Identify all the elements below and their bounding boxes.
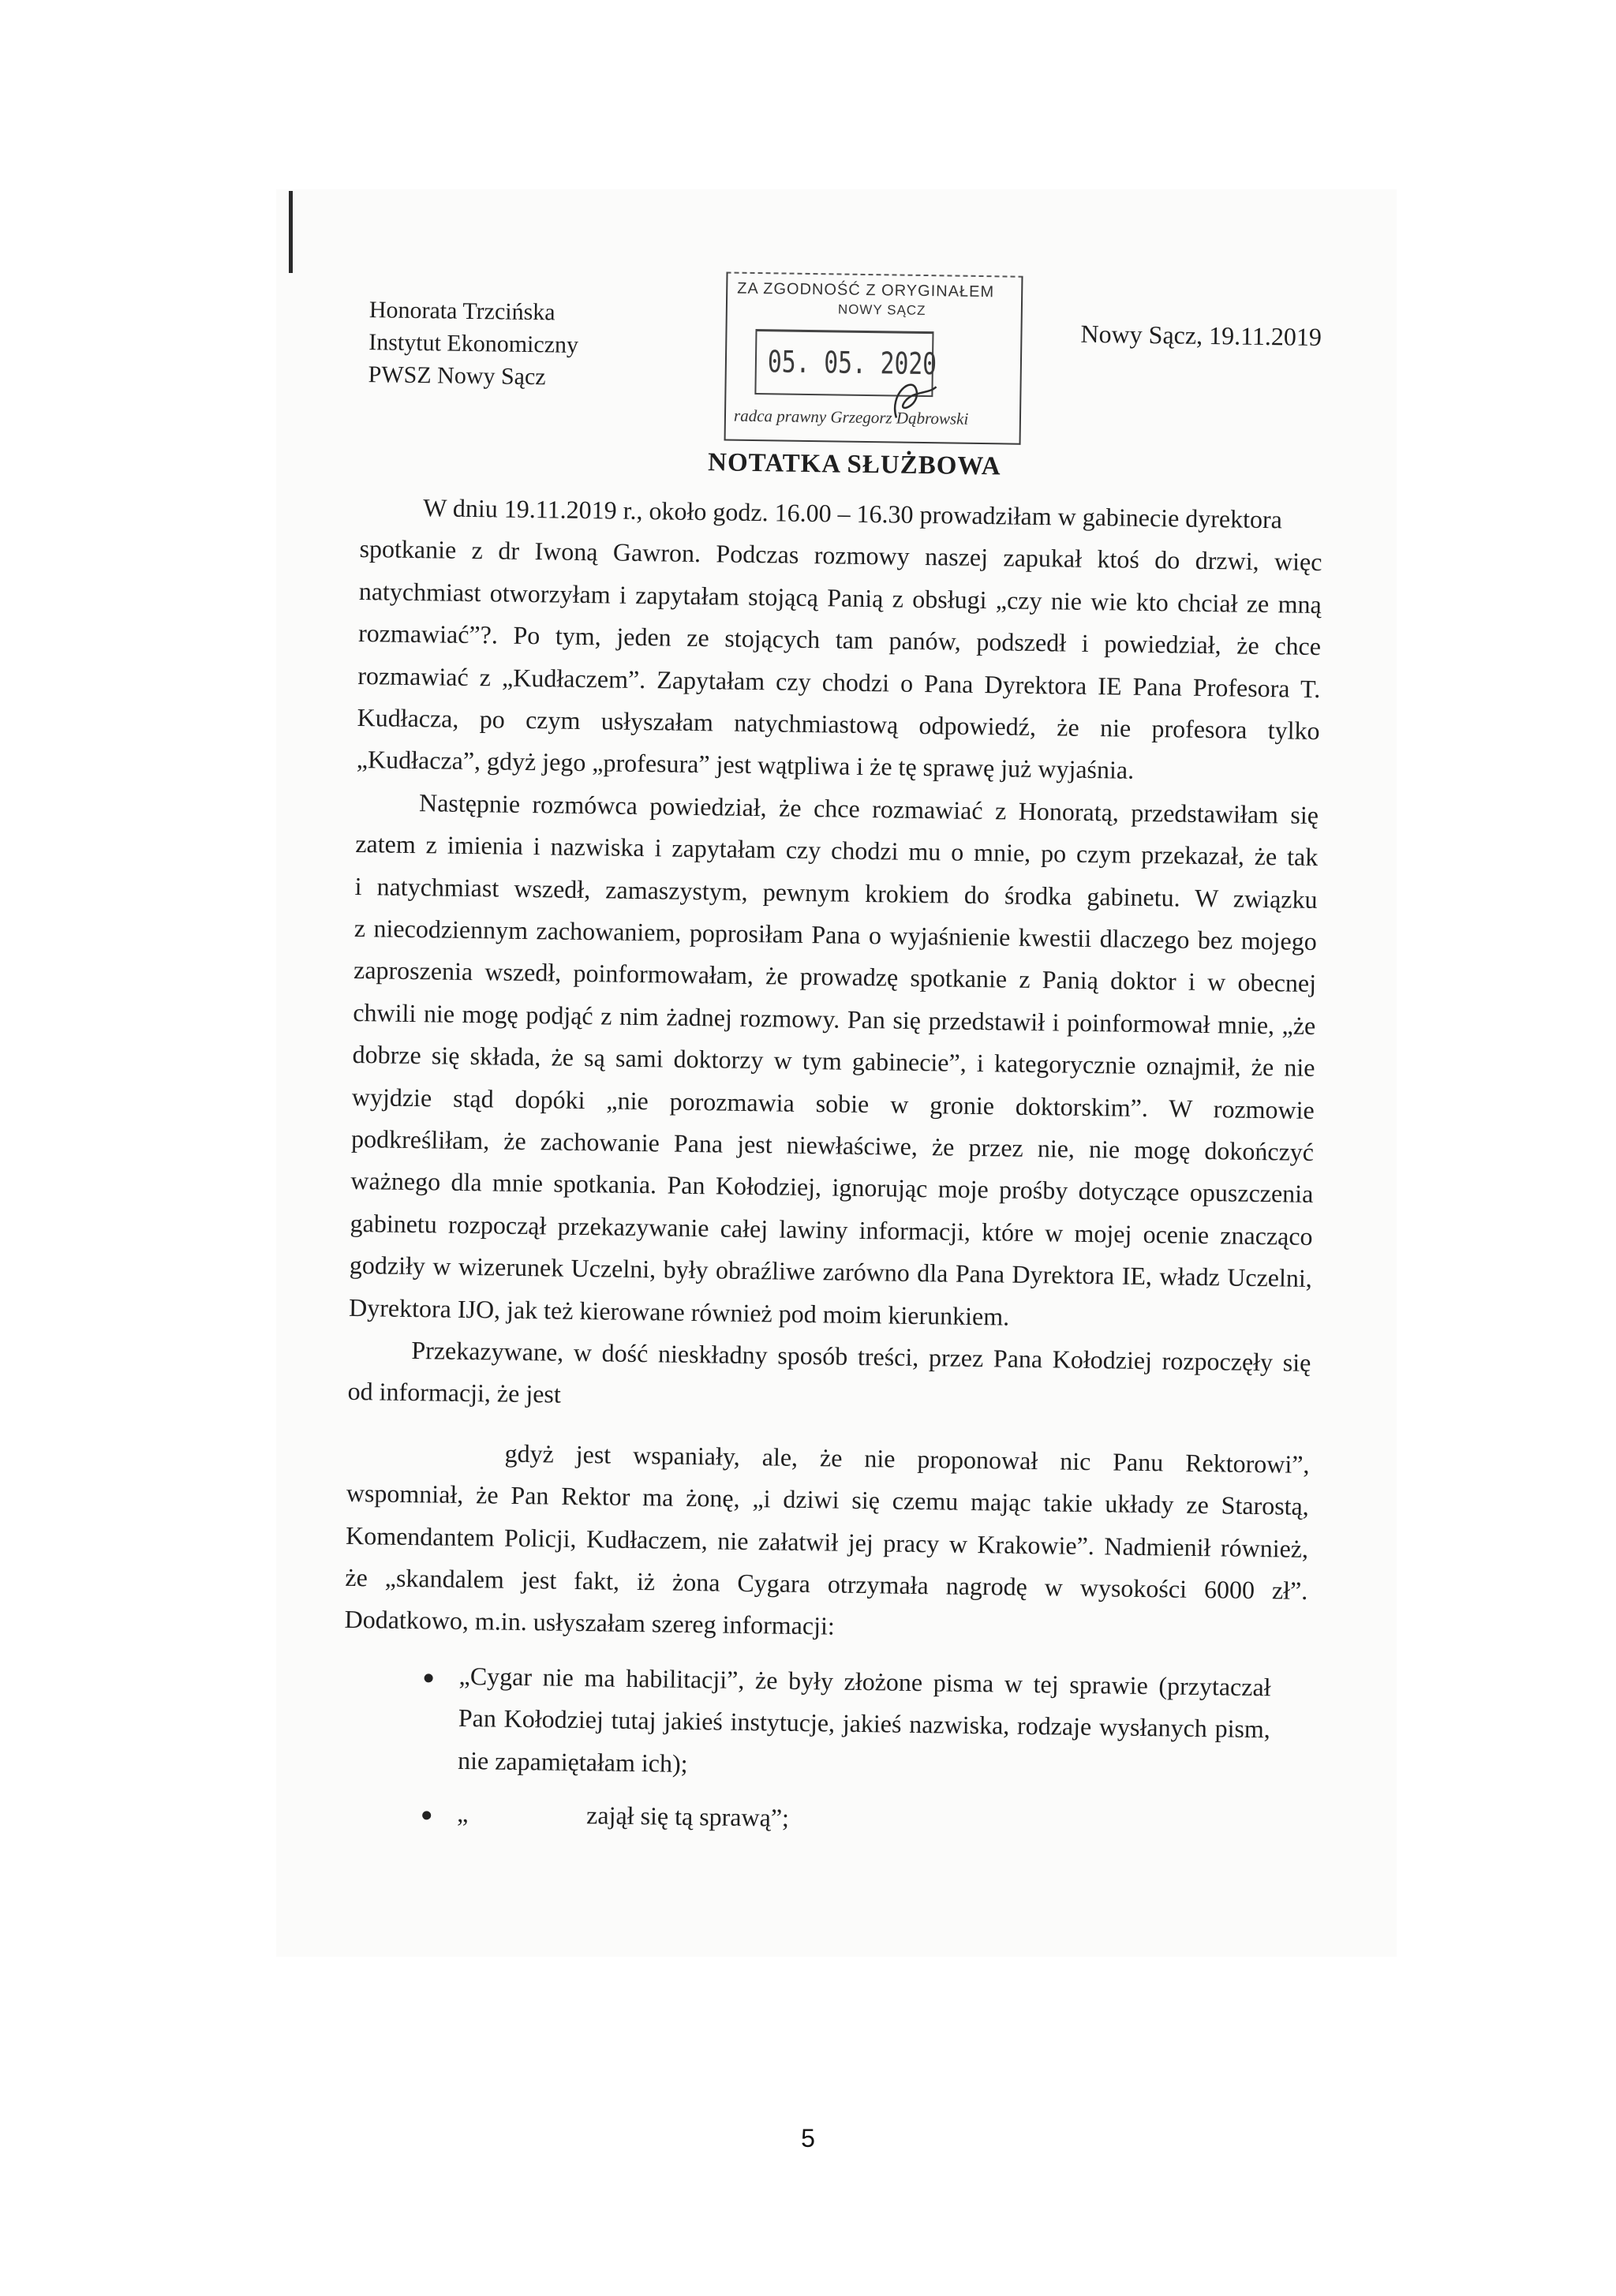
sender-name: Honorata Trzcińska: [368, 297, 556, 326]
place-date: Nowy Sącz, 19.11.2019: [1080, 319, 1322, 352]
body-line: wyjdzie stąd dopóki „nie porozmawia sobie w gronie doktorskim”. W rozmowie: [351, 1082, 1315, 1124]
body-line: spotkanie z dr Iwoną Gawron. Podczas rozmowy naszej zapukał ktoś do drzwi, więc: [359, 534, 1322, 577]
stamp-signer: radca prawny Grzegorz Dąbrowski: [733, 406, 969, 428]
body-line: z niecodziennym zachowaniem, poprosiłam Pana o wyjaśnienie kwestii dlaczego bez mojego: [354, 913, 1318, 956]
body-line: Kudłacza, po czym usłyszałam natychmiastową odpowiedź, że nie profesora tylko: [357, 703, 1320, 746]
body-line: godziły w wizerunek Uczelni, były obraźliwe zarówno dla Pana Dyrektora IE, władz Uczelni,: [349, 1251, 1313, 1293]
body-line: rozmawiać z „Kudłaczem”. Zapytałam czy chodzi o Pana Dyrektora IE Pana Profesora T.: [357, 660, 1321, 703]
body-line: gdyż jest wspaniały, ale, że nie proponował nic Panu Rektorowi”,: [504, 1438, 1310, 1479]
body-line: że „skandalem jest fakt, iż żona Cygara otrzymała nagrodę w wysokości 6000 zł”.: [345, 1562, 1308, 1605]
body-line: i natychmiast wszedł, zamaszystym, pewnym krokiem do środka gabinetu. W związku: [354, 871, 1318, 914]
body-line: podkreśliłam, że zachowanie Pana jest niewłaściwe, że przez nie, nie mogę dokończyć: [350, 1124, 1315, 1166]
bullet-line: Pan Kołodziej tutaj jakieś instytucje, jakieś nazwiska, rodzaje wysłanych pism,: [458, 1703, 1271, 1744]
body-line: Dodatkowo, m.in. usłyszałam szereg informacji:: [344, 1605, 836, 1640]
sender-organization: PWSZ Nowy Sącz: [368, 361, 546, 391]
body-line: ważnego dla mnie spotkania. Pan Kołodziej, ignorując moje prośby dotyczące opuszczenia: [350, 1166, 1314, 1209]
sender-unit: Instytut Ekonomiczny: [368, 329, 579, 358]
body-line: dobrze się składa, że są sami doktorzy w tym gabinecie”, i kategorycznie oznajmił, że nie: [352, 1040, 1315, 1083]
stamp-text-certified: ZA ZGODNOŚĆ Z ORYGINAŁEM: [737, 279, 995, 301]
body-line: Przekazywane, w dość nieskładny sposób treści, przez Pana Kołodziej rozpoczęły się: [411, 1336, 1311, 1377]
body-line: Następnie rozmówca powiedział, że chce rozmawiać z Honoratą, przedstawiłam się: [418, 787, 1319, 829]
bullet-line: zajął się tą sprawą”;: [585, 1801, 790, 1832]
bullet-line: „: [456, 1798, 469, 1828]
certification-stamp: [724, 271, 1023, 444]
bullet-line: „Cygar nie ma habilitacji”, że były złożone pisma w tej sprawie (przytaczał: [458, 1661, 1271, 1702]
body-line: zaproszenia wszedł, poinformowałam, że prowadzę spotkanie z Panią doktor i w obecnej: [353, 955, 1317, 998]
body-line: gabinetu rozpoczął przekazywanie całej lawiny informacji, które w mojej ocenie znacząco: [350, 1208, 1313, 1251]
stamp-text-city: NOWY SĄCZ: [837, 301, 926, 319]
stamp-date: 05. 05. 2020: [767, 344, 937, 382]
body-line: od informacji, że jest: [347, 1377, 562, 1409]
body-line: Dyrektora IJO, jak też kierowane również pod moim kierunkiem.: [348, 1292, 1010, 1331]
body-line: natychmiast otworzyłam i zapytałam stojącą Panią z obsługi „czy nie wie kto chciał ze mną: [358, 576, 1322, 619]
body-line: W dniu 19.11.2019 r., około godz. 16.00 – 16.30 prowadziłam w gabinecie dyrektora: [423, 493, 1283, 534]
sender-block: [368, 294, 578, 394]
body-line: zatem z imienia i nazwiska i zapytałam czy chodzi mu o mnie, po czym przekazał, że tak: [355, 829, 1319, 872]
body-line: „Kudłacza”, gdyż jego „profesura” jest wątpliwa i że tę sprawę już wyjaśnia.: [356, 745, 1135, 785]
bullet-marker: [425, 1673, 433, 1682]
bullet-marker: [422, 1811, 431, 1819]
body-line: chwili nie mogę podjąć z nim żadnej rozmowy. Pan się przedstawił i poinformował mnie, „że: [353, 997, 1316, 1040]
bullet-line: nie zapamiętałam ich);: [457, 1745, 688, 1778]
document-title: NOTATKA SŁUŻBOWA: [707, 448, 1001, 481]
body-line: rozmawiać”?. Po tym, jeden ze stojących tam panów, podszedł i powiedział, że chce: [357, 619, 1322, 661]
body-line: Komendantem Policji, Kudłaczem, nie załatwił jej pracy w Krakowie”. Nadmienił również,: [345, 1520, 1309, 1563]
body-line: wspomniał, że Pan Rektor ma żonę, „i dziwi się czemu mając takie układy ze Starostą,: [346, 1479, 1310, 1521]
page-number: 5: [801, 2124, 815, 2152]
